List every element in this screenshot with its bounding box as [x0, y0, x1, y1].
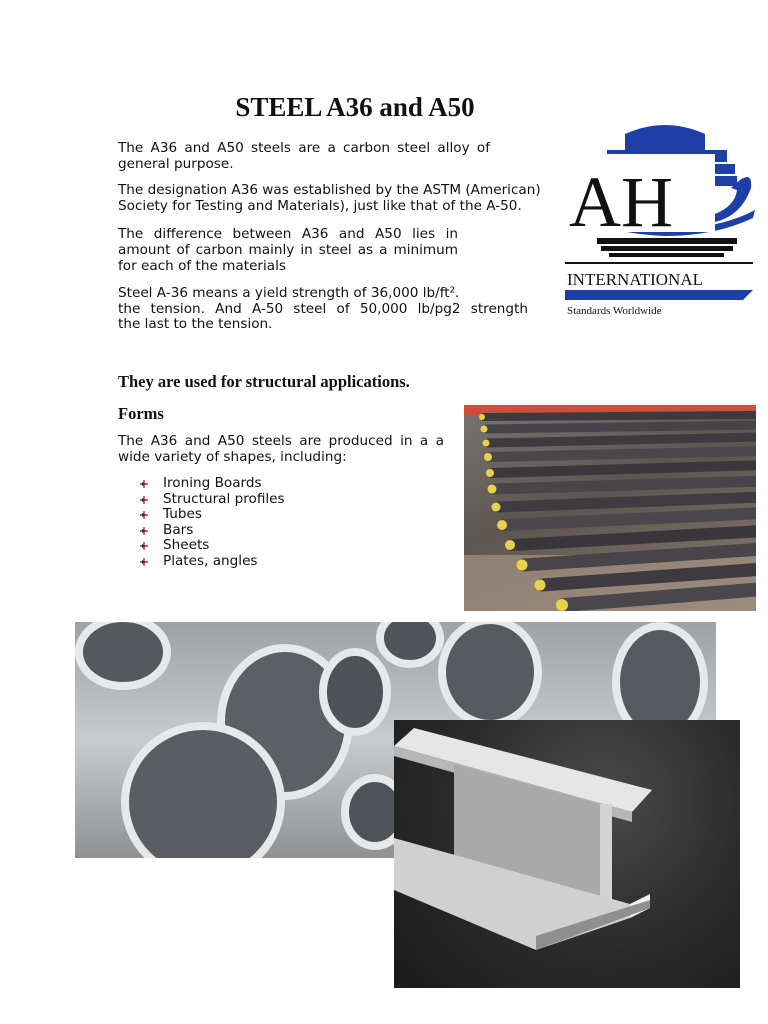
list-item [140, 554, 285, 570]
logo-name: INTERNATIONAL [567, 270, 703, 289]
yield-line-2: the tension. And A-50 steel of 50,000 lb/pg2 strength [118, 301, 528, 317]
yield-line-1: Steel A-36 means a yield strength of 36,000 lb/ft². [118, 285, 460, 301]
intro-paragraph: The A36 and A50 steels are a carbon steel alloy of general purpose. [118, 140, 490, 172]
logo-tagline: Standards Worldwide [567, 305, 662, 317]
list-item [140, 476, 285, 492]
list-item [140, 507, 285, 523]
usage-heading: They are used for structural applications. [118, 372, 410, 391]
arrow-bullet-icon [140, 527, 148, 535]
list-item-label: Structural profiles [163, 490, 285, 507]
arrow-bullet-icon [140, 558, 148, 566]
arrow-bullet-icon [140, 511, 148, 519]
ah-international-logo [565, 118, 760, 323]
globe-logo-icon [565, 118, 760, 323]
list-item [140, 492, 285, 508]
list-item-label: Ironing Boards [163, 475, 262, 491]
arrow-bullet-icon [140, 480, 148, 488]
forms-intro: The A36 and A50 steels are produced in a a wide variety of shapes, including: [118, 433, 444, 465]
forms-heading: Forms [118, 404, 164, 423]
list-item [140, 538, 285, 554]
forms-list [140, 476, 285, 570]
steel-bars-photo [464, 405, 756, 611]
logo-letters: AH [569, 162, 673, 242]
list-item-label: Plates, angles [163, 552, 258, 569]
list-item-label: Sheets [163, 537, 210, 554]
arrow-bullet-icon [140, 542, 148, 550]
list-item-label: Tubes [163, 506, 202, 523]
yield-line-3: the last to the tension. [118, 316, 273, 332]
arrow-bullet-icon [140, 496, 148, 504]
yield-strength-paragraph [118, 285, 528, 332]
list-item [140, 523, 285, 539]
difference-paragraph: The difference between A36 and A50 lies in amount of carbon mainly in steel as a minimum for each of the materials [118, 226, 458, 274]
page-title: STEEL A36 and A50 [235, 92, 475, 122]
designation-paragraph: The designation A36 was established by the ASTM (American) Society for Testing and Materials), just like that of the A-50. [118, 182, 541, 214]
i-beam-photo [394, 720, 740, 988]
list-item-label: Bars [163, 521, 194, 538]
